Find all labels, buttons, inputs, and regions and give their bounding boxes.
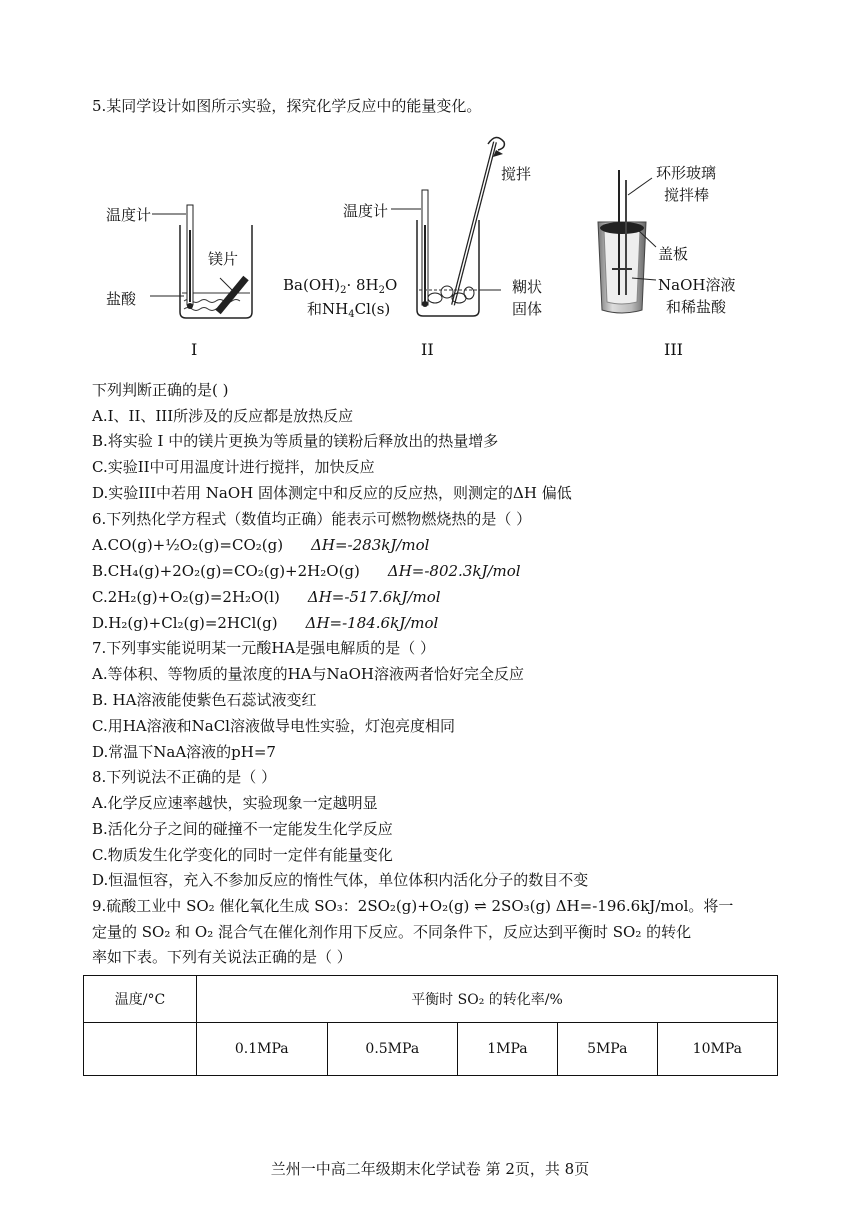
stir-label: 搅拌 (501, 165, 532, 183)
conversion-table (83, 975, 778, 1076)
rod-label-1: 环形玻璃 (656, 164, 717, 182)
table-header-conversion: 平衡时 SO₂ 的转化率/% (197, 976, 778, 1023)
figure-2-numeral: II (421, 340, 434, 359)
q7-option-a: A.等体积、等物质的量浓度的HA与NaOH溶液两者恰好完全反应 (92, 665, 524, 683)
table-cell-pressure: 5MPa (557, 1023, 657, 1076)
thermometer-label-1: 温度计 (106, 206, 152, 224)
beaker-magnesium-diagram (100, 170, 270, 360)
q7-stem: 7.下列事实能说明某一元酸HA是强电解质的是（ ） (92, 639, 435, 657)
figure-2 (283, 130, 563, 360)
q7-option-c: C.用HA溶液和NaCl溶液做导电性实验，灯泡亮度相同 (92, 717, 455, 735)
q8-option-d: D.恒温恒容，充入不参加反应的惰性气体，单位体积内活化分子的数目不变 (92, 871, 589, 889)
q5-option-c: C.实验II中可用温度计进行搅拌，加快反应 (92, 458, 375, 476)
q7-option-b: B. HA溶液能使紫色石蕊试液变红 (92, 691, 317, 709)
paste-label-1: 糊状 (512, 278, 543, 296)
solution-label-1: NaOH溶液 (658, 276, 736, 294)
q8-option-b: B.活化分子之间的碰撞不一定能发生化学反应 (92, 820, 393, 838)
figure-3-numeral: III (664, 340, 683, 359)
table-cell-pressure: 0.1MPa (197, 1023, 328, 1076)
q6-option-a: A.CO(g)+½O₂(g)=CO₂(g) ΔH=-283kJ/mol (92, 536, 430, 554)
q5-option-b: B.将实验 I 中的镁片更换为等质量的镁粉后释放出的热量增多 (92, 432, 499, 450)
figure-1 (100, 170, 270, 360)
q5-question: 下列判断正确的是( ) (92, 381, 229, 399)
q6-option-d: D.H₂(g)+Cl₂(g)=2HCl(g) ΔH=-184.6kJ/mol (92, 614, 439, 632)
table-cell-pressure: 1MPa (458, 1023, 558, 1076)
table-cell-empty (84, 1023, 197, 1076)
solution-label-2: 和稀盐酸 (666, 298, 727, 316)
table-cell-pressure: 0.5MPa (327, 1023, 458, 1076)
page-footer: 兰州一中高二年级期末化学试卷 第 2页，共 8页 (270, 1160, 590, 1178)
q5-option-d: D.实验III中若用 NaOH 固体测定中和反应的反应热，则测定的ΔH 偏低 (92, 484, 572, 502)
magnesium-label: 镁片 (208, 250, 239, 268)
rod-label-2: 搅拌棒 (664, 186, 710, 204)
q6-option-b: B.CH₄(g)+2O₂(g)=CO₂(g)+2H₂O(g) ΔH=-802.3kJ/mol (92, 562, 521, 580)
figure-1-numeral: I (191, 340, 198, 359)
q9-line-1: 9.硫酸工业中 SO₂ 催化氧化生成 SO₃：2SO₂(g)+O₂(g) ⇌ 2SO₃(g) ΔH=-196.6kJ/mol。将一 (92, 897, 734, 915)
acid-label: 盐酸 (106, 290, 137, 308)
q7-option-d: D.常温下NaA溶液的pH=7 (92, 743, 276, 761)
q6-option-c: C.2H₂(g)+O₂(g)=2H₂O(l) ΔH=-517.6kJ/mol (92, 588, 441, 606)
q8-option-c: C.物质发生化学变化的同时一定伴有能量变化 (92, 846, 393, 864)
lid-label: 盖板 (658, 245, 689, 263)
q6-stem: 6.下列热化学方程式（数值均正确）能表示可燃物燃烧热的是（ ） (92, 510, 532, 528)
table-header-temperature: 温度/°C (84, 976, 197, 1023)
figure-3 (590, 150, 770, 330)
table-cell-pressure: 10MPa (657, 1023, 777, 1076)
q8-stem: 8.下列说法不正确的是（ ） (92, 768, 277, 786)
q8-option-a: A.化学反应速率越快，实验现象一定越明显 (92, 794, 378, 812)
reagent-label-2: 和$NH_4Cl(s)$ (307, 300, 391, 320)
thermometer-label-2: 温度计 (343, 202, 389, 220)
paste-label-2: 固体 (512, 300, 543, 318)
q9-line-3: 率如下表。下列有关说法正确的是（ ） (92, 948, 352, 966)
q5-option-a: A.I、II、III所涉及的反应都是放热反应 (92, 407, 354, 425)
q5-stem: 5.某同学设计如图所示实验，探究化学反应中的能量变化。 (92, 97, 482, 115)
reagent-label-1: $Ba(OH)_2\cdot 8H_2O$ (283, 276, 398, 296)
q9-line-2: 定量的 SO₂ 和 O₂ 混合气在催化剂作用下反应。不同条件下，反应达到平衡时 SO₂ 的转化 (92, 923, 692, 941)
